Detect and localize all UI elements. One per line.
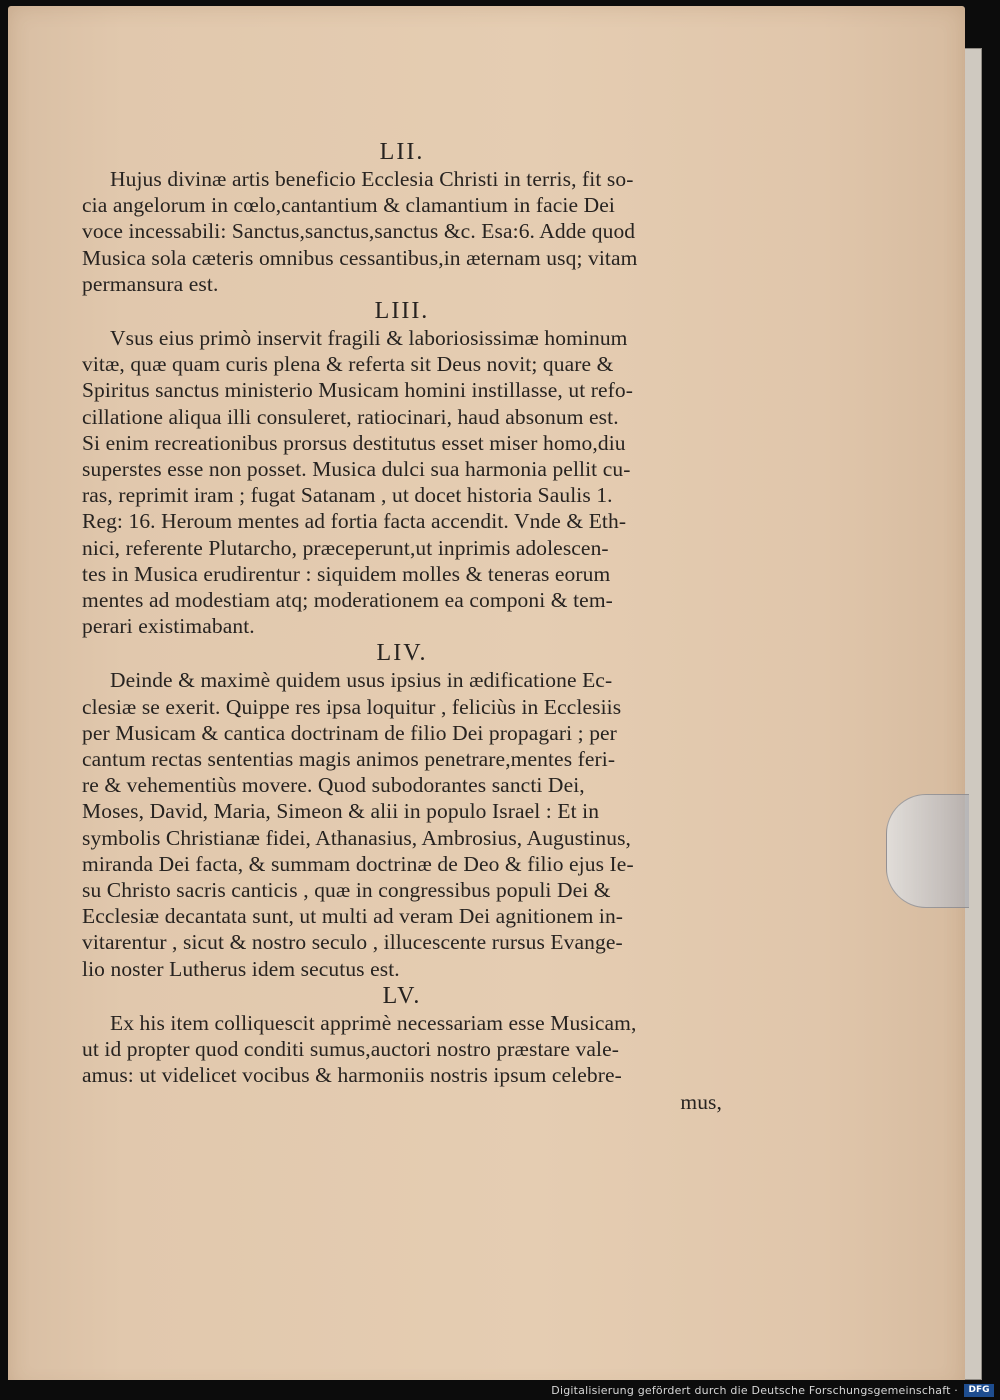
footer-bar <box>0 1380 1000 1400</box>
section-paragraph <box>82 667 722 981</box>
text-line: cantum rectas sententias magis animos penetrare,mentes feri- <box>82 747 616 772</box>
page-clip-marker <box>886 794 969 908</box>
section-paragraph <box>82 325 722 639</box>
text-line: vitarentur , sicut & nostro seculo , illucescente rursus Evange- <box>82 930 623 955</box>
text-line: Spiritus sanctus ministerio Musicam homini instillasse, ut refo- <box>82 378 634 403</box>
text-line: Hujus divinæ artis beneficio Ecclesia Christi in terris, fit so- <box>110 167 634 191</box>
dfg-logo-icon: DFG <box>964 1384 994 1397</box>
text-line: mentes ad modestiam atq; moderationem ea componi & tem- <box>82 588 613 613</box>
text-line: nici, referente Plutarcho, præceperunt,ut inprimis adolescen- <box>82 535 609 560</box>
text-line: Ecclesiæ decantata sunt, ut multi ad veram Dei agnitionem in- <box>82 904 624 929</box>
text-line: Ex his item colliquescit apprimè necessariam esse Musicam, <box>110 1010 637 1035</box>
text-line: tes in Musica erudirentur : siquidem molles & teneras eorum <box>82 561 611 586</box>
section-paragraph <box>82 1010 722 1089</box>
text-line: permansura est. <box>82 271 219 296</box>
text-line: perari existimabant. <box>82 614 255 639</box>
book-page <box>8 6 965 1390</box>
text-line: ras, reprimit iram ; fugat Satanam , ut docet historia Saulis 1. <box>82 483 613 508</box>
text-line: re & vehementiùs movere. Quod subodorantes sancti Dei, <box>82 773 585 798</box>
section-heading: LV. <box>382 982 422 1009</box>
text-line: ut id propter quod conditi sumus,auctori nostro præstare vale- <box>82 1037 620 1062</box>
text-line: per Musicam & cantica doctrinam de filio Dei propagari ; per <box>82 720 617 745</box>
text-line: su Christo sacris canticis , quæ in congressibus populi Dei & <box>82 878 611 903</box>
section-heading: LIII. <box>374 298 430 325</box>
section-paragraph <box>82 166 722 297</box>
text-line: cillatione aliqua illi consuleret, ratiocinari, haud absonum est. <box>82 404 619 429</box>
text-line: Musica sola cæteris omnibus cessantibus,in æternam usq; vitam <box>82 245 638 270</box>
section-heading: LIV. <box>376 640 428 667</box>
text-line: miranda Dei facta, & summam doctrinæ de Deo & filio ejus Ie- <box>82 851 634 876</box>
text-line: Reg: 16. Heroum mentes ad fortia facta accendit. Vnde & Eth- <box>82 509 627 534</box>
text-line: Vsus eius primò inservit fragili & laboriosissimæ hominum <box>110 326 628 351</box>
text-line: Si enim recreationibus prorsus destitutus esset miser homo,diu <box>82 430 626 455</box>
catchword: mus, <box>680 1089 722 1114</box>
text-line: clesiæ se exerit. Quippe res ipsa loquitur , feliciùs in Ecclesiis <box>82 694 622 719</box>
text-line: voce incessabili: Sanctus,sanctus,sanctus &c. Esa:6. Adde quod <box>82 219 636 244</box>
page-text <box>82 138 722 1115</box>
text-line: vitæ, quæ quam curis plena & referta sit Deus novit; quare & <box>82 352 614 377</box>
text-line: superstes esse non posset. Musica dulci sua harmonia pellit cu- <box>82 457 631 482</box>
section-heading: LII. <box>379 139 425 165</box>
text-line: symbolis Christianæ fidei, Athanasius, Ambrosius, Augustinus, <box>82 825 632 850</box>
text-line: Moses, David, Maria, Simeon & alii in populo Israel : Et in <box>82 799 600 824</box>
text-line: amus: ut videlicet vocibus & harmoniis nostris ipsum celebre- <box>82 1063 622 1088</box>
funding-credit: Digitalisierung gefördert durch die Deutsche Forschungsgemeinschaft · <box>551 1384 958 1397</box>
text-line: lio noster Lutherus idem secutus est. <box>82 956 400 981</box>
text-line: Deinde & maximè quidem usus ipsius in ædificatione Ec- <box>110 668 613 693</box>
text-line: cia angelorum in cœlo,cantantium & clamantium in facie Dei <box>82 193 615 218</box>
